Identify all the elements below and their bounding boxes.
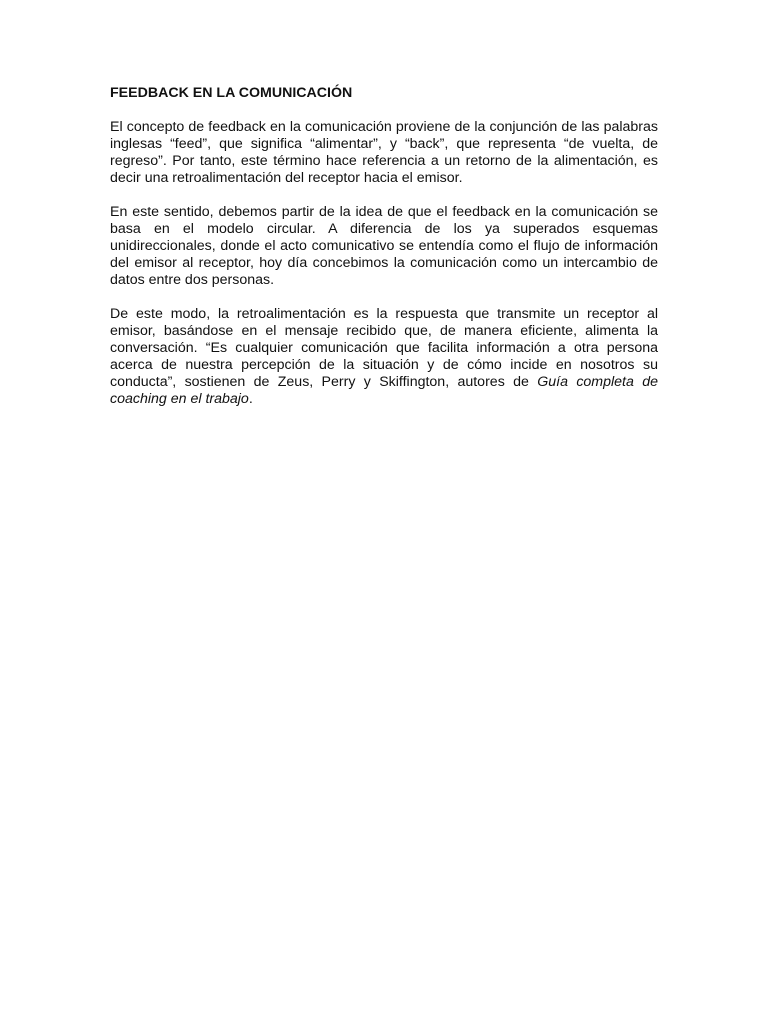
- book-title: Guía completa de coaching en el trabajo: [110, 374, 658, 407]
- paragraph-3: [110, 306, 658, 408]
- document-body: [110, 85, 658, 425]
- paragraph-3-end: .: [248, 391, 253, 407]
- paragraph-2: En este sentido, debemos partir de la idea de que el feedback en la comunicación se basa en el modelo circular. A diferencia de los ya superados esquemas unidireccionales, donde el acto comunicativo se entendía como el flujo de información del emisor al receptor, hoy día concebimos la comunicación como un intercambio de datos entre dos personas.: [110, 204, 658, 288]
- paragraph-1: El concepto de feedback en la comunicación proviene de la conjunción de las palabras inglesas “feed”, que significa “alimentar”, y “back”, que representa “de vuelta, de regreso”. Por tanto, este término hace referencia a un retorno de la alimentación, es decir una retroalimentación del receptor hacia el emisor.: [110, 119, 658, 186]
- document-title: FEEDBACK EN LA COMUNICACIÓN: [110, 85, 353, 101]
- paragraph-3-text: De este modo, la retroalimentación es la respuesta que transmite un receptor al emisor, basándose en el mensaje recibido que, de manera eficiente, alimenta la conversación. “Es cualquier comunicación que facilita información a otra persona acerca de nuestra percepción de la situación y de cómo incide en nosotros su conducta”, sostienen de Zeus, Perry y Skiffington, autores de: [110, 306, 658, 390]
